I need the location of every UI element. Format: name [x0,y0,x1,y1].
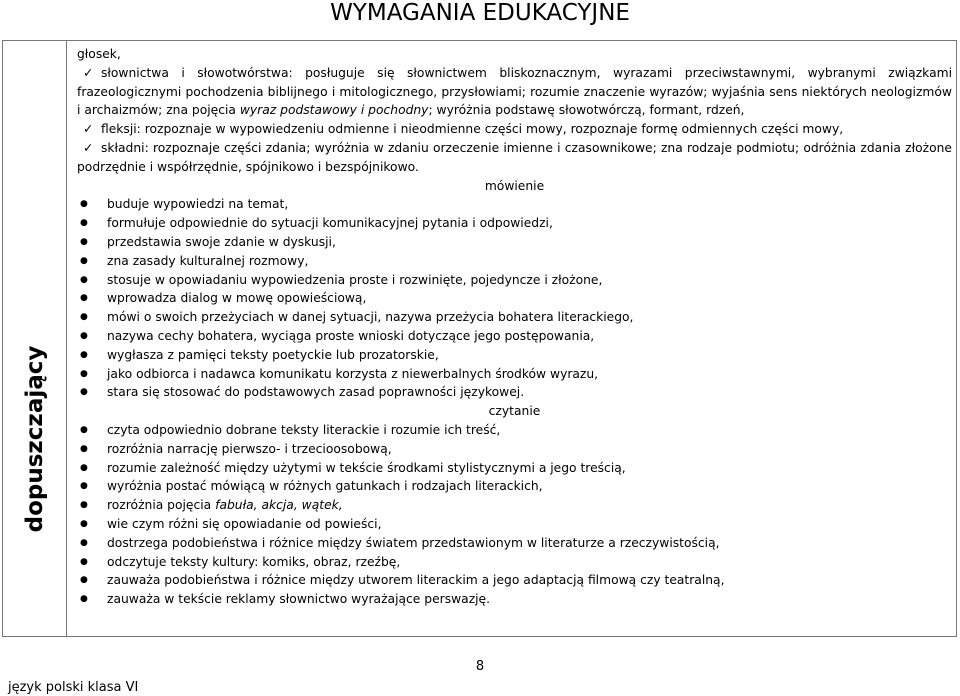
list-item: ● jako odbiorca i nadawca komunikatu korzysta z niewerbalnych środków wyrazu, [77,365,952,384]
list-item [77,459,952,478]
list-item: ● nazywa cechy bohatera, wyciąga proste wnioski dotyczące jego postępowania, [77,327,952,346]
grade-label: dopuszczający [22,345,48,533]
list-item: ● mówi o swoich przeżyciach w danej sytuacji, nazywa przeżycia bohatera literackiego, [77,308,952,327]
list-item: ● przedstawia swoje zdanie w dyskusji, [77,233,952,252]
list-item [77,477,952,496]
list-item: ● wygłasza z pamięci teksty poetyckie lub prozatorskie, [77,346,952,365]
list-item [77,553,952,572]
page-title: WYMAGANIA EDUKACYJNE [330,0,630,26]
intro-line: głosek, [77,47,121,61]
text-fragment: wyróżnia postać mówiącą w różnych gatunkach i rodzajach literackich, [107,479,543,494]
check-item [77,64,952,120]
text-fragment: składni: rozpoznaje części zdania; wyróżnia w zdaniu orzeczenie imienne i czasownikowe; zna rodzaje podmiotu; odróżnia zdania złożone podrzędnie i współrzędnie, spójnikowo i bezspójnikowo. [77,140,952,174]
mowienie-list [77,195,952,402]
requirements-content [77,45,952,609]
list-item [77,496,952,515]
text-fragment: czyta odpowiednio dobrane teksty literackie i rozumie ich treść, [107,422,501,437]
checkmark-icon: ✓ [83,122,94,137]
list-item: ● buduje wypowiedzi na temat, [77,195,952,214]
list-item: ● stara się stosować do podstawowych zasad poprawności językowej. [77,383,952,402]
text-fragment: wie czym różni się opowiadanie od powieści, [107,516,382,531]
checklist [77,64,952,177]
list-item: ● zna zasady kulturalnej rozmowy, [77,252,952,271]
text-fragment: zauważa podobieństwa i różnice między utworem literackim a jego adaptacją filmową czy teatralną, [107,573,725,588]
text-fragment: rozumie zależność między użytymi w tekście środkami stylistycznymi a jego treścią, [107,460,626,475]
list-item [77,515,952,534]
italic-term: fabuła, akcja, wątek, [215,498,343,513]
text-fragment: dostrzega podobieństwa i różnice między światem przedstawionym w literaturze a rzeczywistością, [107,535,720,550]
section-heading-czytanie: czytanie [488,404,541,419]
list-item [77,421,952,440]
text-fragment: odczytuje teksty kultury: komiks, obraz, rzeźbę, [107,554,401,569]
list-item: ● stosuje w opowiadaniu wypowiedzenia proste i rozwinięte, pojedyncze i złożone, [77,271,952,290]
text-fragment: rozróżnia pojęcia [107,498,216,513]
section-heading-mowienie: mówienie [484,178,545,193]
checkmark-icon: ✓ [83,65,94,80]
check-item [77,139,952,177]
list-item [77,440,952,459]
italic-term: wyraz podstawowy i pochodny [239,103,429,118]
footer-text: język polski klasa VI [8,680,139,695]
text-fragment: zauważa w tekście reklamy słownictwo wyrażające perswazję. [107,592,491,607]
list-item: ● formułuje odpowiednie do sytuacji komunikacyjnej pytania i odpowiedzi, [77,214,952,233]
text-fragment: fleksji: rozpoznaje w wypowiedzeniu odmienne i nieodmienne części mowy, rozpoznaje formę odmiennych części mowy, [101,122,844,137]
list-item: ● wprowadza dialog w mowę opowieściową, [77,289,952,308]
page-number: 8 [475,659,485,674]
text-fragment: rozróżnia narrację pierwszo- i trzecioosobową, [107,441,392,456]
list-item [77,534,952,553]
list-item [77,590,952,609]
czytanie-list [77,421,952,609]
text-fragment: słownictwa i słowotwórstwa: posługuje się słownictwem bliskoznacznym, wyrazami przeciwstawnymi, wybranymi związkami frazeologicznymi pochodzenia biblijnego i mitologicznego, przysłowiami; rozumie znaczenie wyrazów; wyjaśnia sens niektórych neologizmów i archaizmów; zna pojęcia [77,65,952,118]
list-item [77,571,952,590]
grade-column [3,41,67,636]
requirements-table [2,40,957,637]
checkmark-icon: ✓ [83,140,94,155]
check-item [77,120,952,139]
text-fragment: ; wyróżnia podstawę słowotwórczą, formant, rdzeń, [428,103,745,118]
